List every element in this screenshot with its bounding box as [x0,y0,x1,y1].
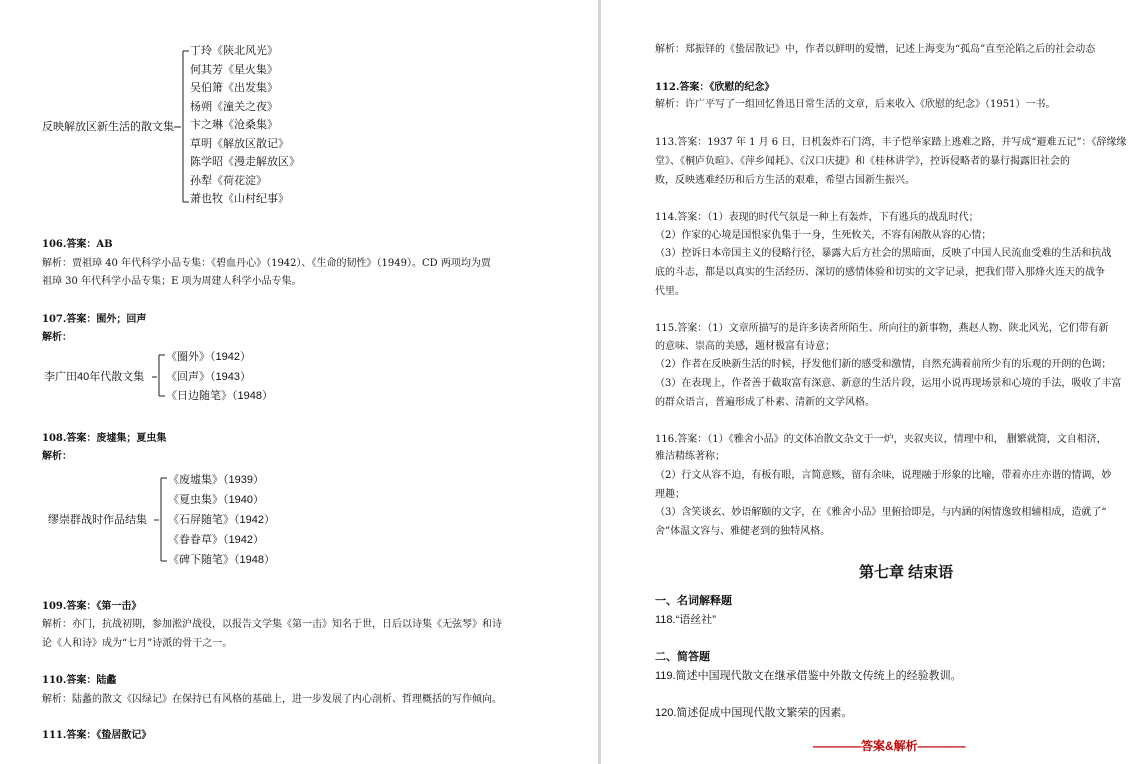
tree-root: 李广田40年代散文集 [44,371,145,383]
tree-item: 萧也牧《山村纪事》 [190,193,289,205]
analysis-line: 论《人和诗》成为“七月”诗派的骨干之一。 [42,638,233,649]
analysis-label: 解析： [42,332,72,343]
chapter-title: 第七章 结束语 [859,564,954,581]
answer-line: 理趣； [655,489,685,500]
answer-113: 113.答案：1937 年 1 月 6 日，日机轰炸石门湾，丰子恺举家踏上逃难之路，并写成“避难五记”：《辞缘缘 [655,137,1127,148]
tree-item: 卞之琳《沧桑集》 [190,119,278,131]
analysis-line: 解析：许广平写了一组回忆鲁迅日常生活的文章，后来收入《欣慰的纪念》（1951）一书。 [655,99,1056,110]
answer-116: 116.答案：（1）《雅舍小品》的文体冶散文杂文于一炉，夹叙夹议，情理中和， 删繁就简，文自相济， [655,434,1107,445]
answer-line: 舍”体温文容与、雅健老到的独特风格。 [655,526,831,537]
answer-line: （2）作家的心境是国恨家仇集于一身，生死攸关，不容有闲散从容的心情； [655,230,992,241]
tree-item: 杨朔《潼关之夜》 [190,100,278,113]
answer-line: （3）含笑谈玄、妙语解颐的文字，在《雅舍小品》里俯拾即是，与内涵的闲情逸致相辅相成，造就了“ [655,507,1107,518]
answer-line: 败，反映逃难经历和后方生活的艰难，希望古国新生振兴。 [655,175,915,186]
answer-115: 115.答案：（1）文章所描写的是许多读者所陌生、所向往的新事物，燕赵人物、陕北风光，它们带有新 [655,323,1109,334]
tree-item: 吴伯箫《出发集》 [190,82,278,94]
tree-item: 《回声》（1943） [166,371,251,383]
answer-line: （3）控诉日本帝国主义的侵略行径，暴露大后方社会的黑暗面，反映了中国人民流血受难的生活和抗战 [655,248,1112,259]
section-heading: 二、简答题 [655,651,710,663]
answer-106: 106.答案：AB [42,239,113,250]
answer-line: 底的斗志，都是以真实的生活经历、深切的感情体验和切实的文字记录，把我们带入那烽火连天的战争 [655,267,1105,278]
tree-item: 《废墟集》（1939） [168,474,264,486]
question-118: 118.“语丝社” [655,614,716,626]
answer-line: 雅洁精练著称； [655,451,725,462]
answer-divider: ————答案&解析———— [813,739,966,753]
answer-line: 的群众语言，普遍形成了朴素、清新的文学风格。 [655,397,875,408]
answer-108: 108.答案：废墟集；夏虫集 [42,433,167,444]
answer-line: 的意味、崇高的美感，题材极富有诗意； [655,341,835,352]
tree-item: 丁玲《陕北风光》 [190,45,278,57]
answer-line: （2）作者在反映新生活的时候，抒发他们新的感受和激情，自然充满着前所少有的乐观的开朗的色调； [655,359,1112,370]
answer-114: 114.答案：（1）表现的时代气氛是一种上有轰炸，下有逃兵的战乱时代； [655,212,979,223]
answer-110: 110.答案：陆蠡 [42,675,117,686]
answer-111: 111.答案：《蛰居散记》 [42,730,152,741]
tree-item: 草明《解放区散记》 [190,137,289,150]
tree-item: 《石屏随笔》（1942） [168,514,275,526]
analysis-line: 解析：郑振铎的《蛰居散记》中，作者以鲜明的爱憎，记述上海变为“孤岛”直至沦陷之后的社会动态 [655,44,1096,55]
analysis-line: 解析：亦门，抗战初期，参加淞沪战役，以报告文学集《第一击》知名于世，日后以诗集《无弦琴》和诗 [42,619,502,630]
answer-line: （2）行文从容不迫，有板有眼，言简意赅，留有余味，说理融于形象的比喻，带着亦庄亦谐的情调，妙 [655,470,1112,481]
analysis-line: 祖璋 30 年代科学小品专集；E 项为周建人科学小品专集。 [42,276,302,287]
tree-item: 《圈外》（1942） [166,351,251,363]
tree-item: 《夏虫集》（1940） [168,494,264,506]
tree-item: 《日边随笔》（1948） [166,390,273,402]
analysis-label: 解析： [42,451,72,462]
tree-item: 何其芳《星火集》 [190,63,278,76]
question-120: 120.简述促成中国现代散文繁荣的因素。 [655,707,853,719]
tree-item: 《碑下随笔》（1948） [168,554,275,566]
answer-line: 堂》、《桐庐负暄》、《萍乡闻耗》、《汉口庆捷》和《桂林讲学》，控诉侵略者的暴行揭露旧社会的 [655,156,1070,167]
tree-root: 反映解放区新生活的散文集 [42,121,174,133]
answer-109: 109.答案：《第一击》 [42,601,142,612]
tree-item: 孙犁《荷花淀》 [190,174,267,187]
tree-item: 陈学昭《漫走解放区》 [190,156,300,168]
question-119: 119.简述中国现代散文在继承借鉴中外散文传统上的经验教训。 [655,670,962,682]
right-page [601,0,1136,764]
analysis-line: 解析：陆蠡的散文《囚绿记》在保持已有风格的基础上，进一步发展了内心剖析、哲理概括的写作倾向。 [42,694,502,705]
answer-107: 107.答案：囿外；回声 [42,314,147,325]
analysis-line: 解析：贾祖璋 40 年代科学小品专集：《碧血丹心》（1942）、《生命的韧性》（1949）。CD 两项均为贾 [42,258,491,269]
answer-112: 112.答案：《欣慰的纪念》 [655,82,775,93]
section-heading: 一、名词解释题 [655,595,732,607]
tree-root: 缪崇群战时作品结集 [48,514,147,526]
answer-line: 代里。 [655,286,685,297]
tree-item: 《眷眷草》（1942） [168,534,264,546]
answer-line: （3）在表现上，作者善于截取富有深意、新意的生活片段，运用小说再现场景和心境的手法，吸收了丰富 [655,378,1122,389]
